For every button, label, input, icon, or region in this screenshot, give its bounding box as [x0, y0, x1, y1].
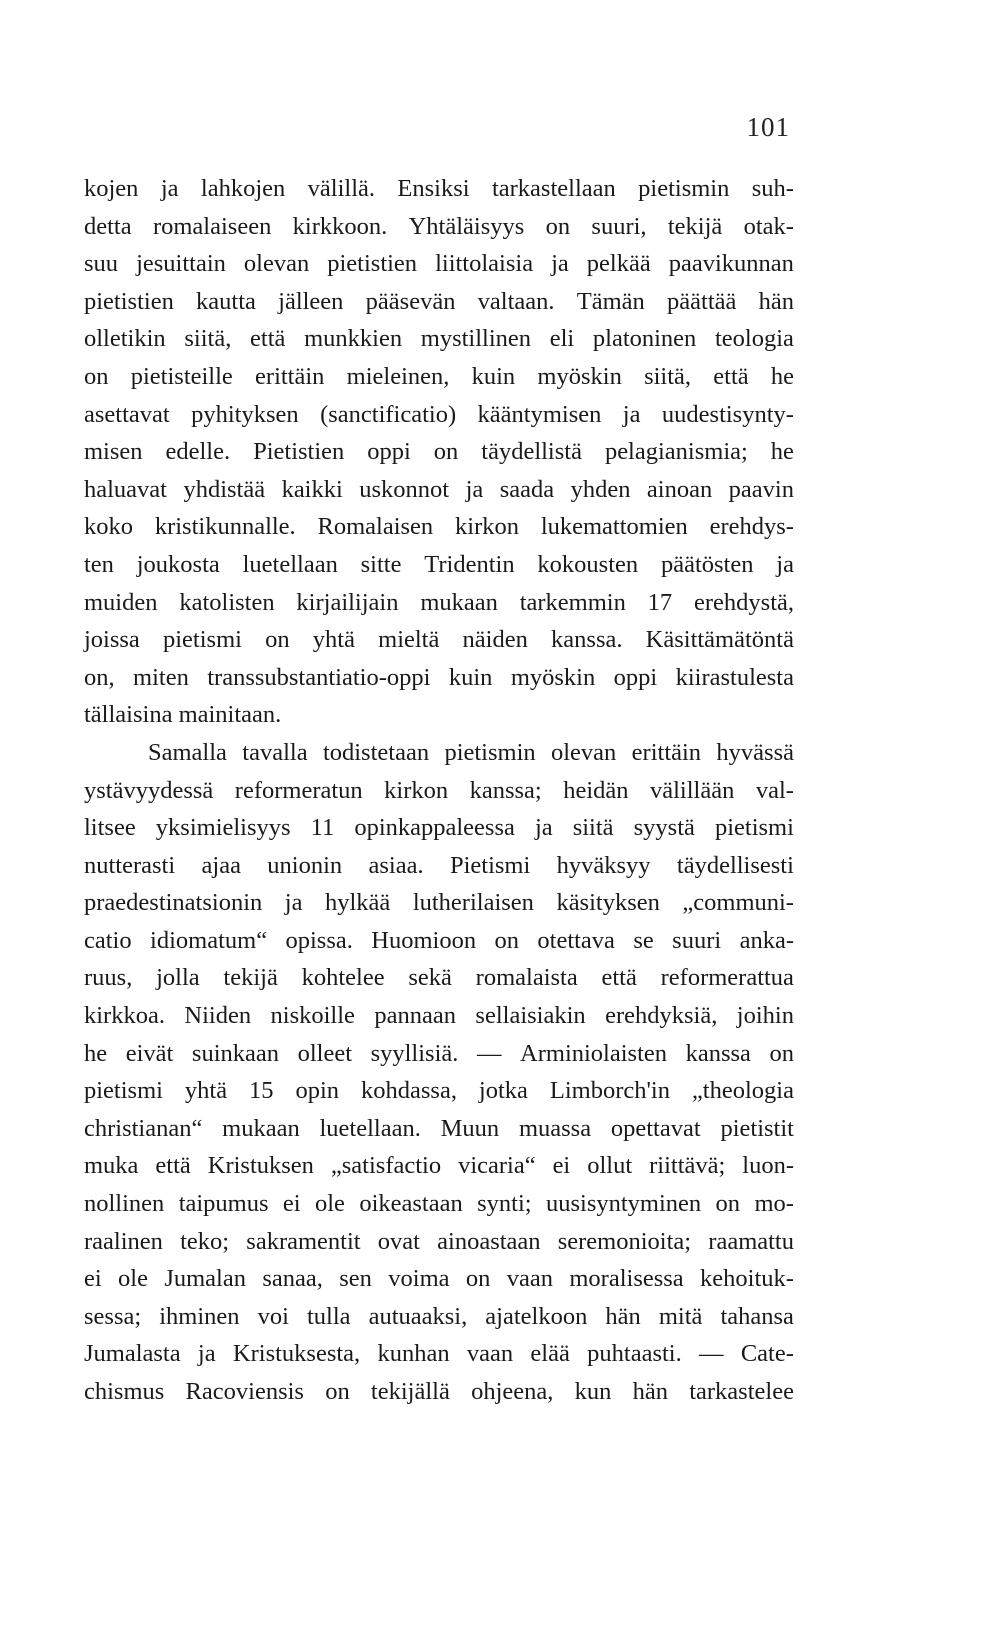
text-line: [84, 959, 794, 997]
word: tarkastellaan: [491, 175, 616, 202]
text-line: [84, 1223, 794, 1261]
text-line: [84, 471, 794, 509]
word: jälleen: [278, 287, 344, 315]
word: ole: [315, 1190, 345, 1218]
word: joukosta: [136, 550, 220, 578]
word: Tridentin: [424, 550, 515, 578]
word: tahansa: [720, 1302, 794, 1330]
word: yhdistää: [183, 475, 266, 503]
word: paavin: [728, 475, 794, 503]
word: Limborch'in: [549, 1077, 670, 1105]
word: myöskin: [537, 362, 622, 390]
word: sessa;: [84, 1302, 142, 1330]
word: siitä,: [644, 362, 692, 390]
word: hyvässä: [716, 738, 794, 766]
word: nollinen: [84, 1190, 165, 1218]
word: mukaan: [222, 1114, 300, 1142]
word: oppi: [367, 438, 411, 466]
word: jesuittain: [136, 250, 226, 278]
word: riittävä;: [649, 1152, 726, 1180]
text-line: [84, 245, 794, 283]
word: „communi-: [682, 889, 794, 917]
text-line-paragraph-end: tällaisina mainitaan.: [84, 701, 282, 729]
word: kuin: [448, 663, 493, 691]
word: christianan“: [84, 1114, 203, 1142]
word: kääntymisen: [477, 400, 602, 428]
word: unionin: [267, 851, 343, 879]
word: tavalla: [242, 738, 308, 766]
word: vaan: [466, 1340, 514, 1368]
word: ja: [197, 1340, 216, 1368]
word: kokousten: [537, 550, 639, 578]
word: pietismi: [84, 1077, 163, 1105]
word: praedestinatsionin: [84, 889, 263, 917]
word: synti;: [477, 1190, 532, 1218]
word: pietistien: [84, 287, 174, 315]
word: ole: [118, 1265, 148, 1293]
word: opettavat: [610, 1114, 701, 1142]
word: kirkkoa.: [84, 1002, 165, 1030]
word: ja: [776, 550, 794, 578]
word: asettavat: [84, 400, 170, 428]
word: että: [713, 362, 749, 390]
word: ja: [551, 250, 569, 278]
text-line: [84, 884, 794, 922]
word: tekijä: [223, 964, 278, 992]
text-line: [84, 208, 794, 246]
word: mieltä: [378, 626, 440, 654]
word: Jumalan: [164, 1265, 246, 1293]
word: kanssa: [685, 1039, 751, 1067]
text-line: [84, 621, 794, 659]
word: Ensiksi: [397, 175, 470, 202]
word: raamattu: [708, 1227, 794, 1255]
word: pietistien: [327, 250, 418, 278]
word: heidän: [563, 776, 629, 804]
word: teko;: [180, 1227, 230, 1255]
text-line: [84, 1373, 794, 1411]
word: opin: [295, 1077, 340, 1105]
word: yhtä: [312, 626, 355, 654]
word: katolisten: [179, 588, 275, 616]
word: Pietismi: [449, 851, 531, 879]
word: pietisteille: [130, 362, 233, 390]
word: olletikin: [84, 325, 166, 353]
text-line: [84, 997, 794, 1035]
text-line: [84, 1072, 794, 1110]
word: erittäin: [631, 738, 702, 766]
word: taipumus: [178, 1190, 269, 1218]
word: on: [715, 1190, 741, 1218]
text-line: [84, 508, 794, 546]
word: tekijällä: [370, 1378, 450, 1405]
word: ajatelkoon: [485, 1302, 588, 1330]
text-line: [84, 283, 794, 321]
word: kirkkoon.: [292, 212, 388, 240]
word: oikeastaan: [359, 1190, 463, 1218]
word: kautta: [196, 287, 256, 315]
word: ja: [284, 889, 303, 917]
word: paavikunnan: [668, 250, 794, 278]
word: täydellistä: [481, 438, 582, 466]
text-line: [84, 659, 794, 697]
word: raalinen: [84, 1227, 163, 1255]
word: uudestisynty-: [661, 400, 794, 428]
word: Kristuksesta,: [232, 1340, 361, 1368]
word: mieleinen,: [346, 362, 450, 390]
word: Käsittämätöntä: [645, 626, 794, 654]
word: ollut: [587, 1152, 633, 1180]
word: muiden: [84, 588, 158, 616]
word: ei: [552, 1152, 571, 1180]
word: ovat: [377, 1227, 420, 1255]
word: hän: [758, 287, 794, 315]
word: myöskin: [510, 663, 596, 691]
word: lukemattomien: [540, 513, 688, 541]
word: niskoille: [270, 1002, 355, 1030]
word: Tämän: [576, 287, 645, 315]
word: ainoastaan: [437, 1227, 541, 1255]
text-line: [84, 1110, 794, 1148]
word: että: [601, 964, 637, 992]
word: Pietistien: [253, 438, 345, 466]
word: siitä,: [184, 325, 232, 353]
word: 17: [647, 588, 673, 616]
word: kojen: [84, 175, 139, 202]
word: valtaan.: [477, 287, 555, 315]
text-line-paragraph-start: [84, 734, 794, 772]
word: hyväksyy: [556, 851, 651, 879]
word: olevan: [551, 738, 617, 766]
word: kun: [574, 1378, 612, 1405]
word: edelle.: [165, 438, 231, 466]
word: on: [494, 926, 519, 954]
word: suuri,: [591, 212, 647, 240]
word: sen: [339, 1265, 372, 1293]
word: ja: [622, 400, 641, 428]
word: ei: [84, 1265, 102, 1293]
word: idiomatum“: [150, 926, 268, 954]
word: reformeratun: [234, 776, 363, 804]
word: vicaria“: [458, 1152, 536, 1180]
word: he: [770, 438, 794, 466]
text-line: [84, 584, 794, 622]
word: kirkon: [384, 776, 449, 804]
body-text: [84, 170, 794, 1411]
word: munkkien: [304, 325, 403, 353]
word: syyllisiä.: [370, 1039, 459, 1067]
word: kanssa.: [551, 626, 623, 654]
word: yhtä: [184, 1077, 228, 1105]
word: litsee: [84, 814, 136, 842]
word: sanaa,: [262, 1265, 323, 1293]
word: käsityksen: [556, 889, 660, 917]
word: 11: [310, 814, 335, 842]
word: mitä: [658, 1302, 703, 1330]
word: sellaisiakin: [475, 1002, 586, 1030]
word: uskonnot: [359, 475, 450, 503]
word: ainoan: [646, 475, 713, 503]
word: kehoituk-: [700, 1265, 794, 1293]
word: on: [769, 1039, 794, 1067]
word: sitte: [360, 550, 402, 578]
word: luetellaan.: [319, 1114, 421, 1142]
text-line: [84, 809, 794, 847]
word: voi: [257, 1302, 289, 1330]
text-line: [84, 358, 794, 396]
text-line: [84, 1185, 794, 1223]
word: moralisessa: [569, 1265, 684, 1293]
word: on: [84, 362, 109, 390]
word: 15: [249, 1077, 274, 1105]
word: suu: [84, 250, 119, 278]
word: hän: [605, 1302, 641, 1330]
word: päätösten: [660, 550, 754, 578]
text-line: [84, 1147, 794, 1185]
word: ei: [282, 1190, 301, 1218]
text-line: [84, 922, 794, 960]
word: uusisyntyminen: [545, 1190, 702, 1218]
word: on: [325, 1378, 350, 1405]
word: opinkappaleessa: [354, 814, 515, 842]
word: erehdystä,: [694, 588, 794, 616]
word: on: [545, 212, 571, 240]
word: suuri: [672, 926, 722, 954]
word: ja: [160, 175, 179, 202]
word: pannaan: [374, 1002, 456, 1030]
word: jolla: [156, 964, 200, 992]
word: nutterasti: [84, 851, 176, 879]
word: jotka: [478, 1077, 528, 1105]
word: kuin: [471, 362, 516, 390]
word: on: [433, 438, 459, 466]
word: ihminen: [159, 1302, 240, 1330]
word: tekijä: [667, 212, 723, 240]
word: mystillinen: [420, 325, 532, 353]
word: on: [265, 626, 290, 654]
word: sakramentit: [246, 1227, 361, 1255]
word: liittolaisia: [435, 250, 534, 278]
word: lahkojen: [200, 175, 286, 202]
word: täydellisesti: [676, 851, 794, 879]
word: kohtelee: [301, 964, 385, 992]
word: pietismi: [714, 814, 794, 842]
word: vaan: [506, 1265, 554, 1293]
word: olevan: [243, 250, 310, 278]
word: muassa: [518, 1114, 592, 1142]
word: val-: [755, 776, 794, 804]
word: näiden: [462, 626, 528, 654]
word: pelkää: [586, 250, 651, 278]
word: kristikunnalle.: [154, 513, 296, 541]
word: Romalaisen: [317, 513, 434, 541]
text-line: [84, 1260, 794, 1298]
word: elää: [530, 1340, 570, 1368]
word: ystävyydessä: [84, 776, 214, 804]
word: ohjeena,: [471, 1378, 554, 1405]
text-line: [84, 772, 794, 810]
word: „theologia: [691, 1077, 794, 1105]
word: Huomioon: [371, 926, 477, 954]
word: todistetaan: [322, 738, 430, 766]
word: eivät: [125, 1039, 174, 1067]
word: hän: [632, 1378, 668, 1405]
word: hylkää: [324, 889, 391, 917]
word: joissa: [84, 626, 140, 654]
word: otak-: [743, 212, 794, 240]
word: romalaista: [475, 964, 578, 992]
word: kiirastulesta: [675, 663, 794, 691]
word: Arminiolaisten: [520, 1039, 668, 1067]
word: kirjailijain: [296, 588, 399, 616]
word: reformerattua: [660, 964, 794, 992]
word: pelagianismia;: [604, 438, 748, 466]
word: opissa.: [285, 926, 353, 954]
word: saada: [499, 475, 555, 503]
word: yhden: [570, 475, 631, 503]
word: erehdyksiä,: [605, 1002, 718, 1030]
word: pääsevän: [365, 287, 456, 315]
word: catio: [84, 926, 132, 954]
word: he: [84, 1039, 108, 1067]
word: ten: [84, 550, 114, 578]
word: voima: [388, 1265, 450, 1293]
word: suh-: [751, 175, 794, 202]
word: teologia: [715, 325, 794, 353]
word: miten: [133, 663, 189, 691]
word: Niiden: [184, 1002, 252, 1030]
word: on: [465, 1265, 491, 1293]
word: ja: [534, 814, 553, 842]
word: olleet: [297, 1039, 352, 1067]
word: puhtaasti.: [587, 1340, 682, 1368]
word: platoninen: [592, 325, 697, 353]
text-line: [84, 847, 794, 885]
word: se: [633, 926, 654, 954]
word: transsubstantiatio-oppi: [207, 663, 431, 691]
word: luetellaan: [242, 550, 338, 578]
word: välillään: [650, 776, 735, 804]
word: seremonioita;: [557, 1227, 692, 1255]
text-line: [84, 1298, 794, 1336]
word: Kristuksen: [207, 1152, 314, 1180]
word: on,: [84, 663, 115, 691]
page-number: 101: [746, 112, 790, 142]
text-line: [84, 396, 794, 434]
word: koko: [84, 513, 133, 541]
word: että: [155, 1152, 191, 1180]
word: muka: [84, 1152, 139, 1180]
word: pyhityksen: [191, 400, 299, 428]
word: „satisfactio: [330, 1152, 442, 1180]
word: kanssa;: [469, 776, 542, 804]
word: suinkaan: [191, 1039, 279, 1067]
word: päättää: [667, 287, 737, 315]
word: Yhtäläisyys: [408, 212, 525, 240]
word: sekä: [408, 964, 452, 992]
word: pietismin: [638, 175, 730, 202]
word: erehdys-: [709, 513, 794, 541]
text-line: [84, 1335, 794, 1373]
word: ruus,: [84, 964, 133, 992]
word: kunhan: [377, 1340, 450, 1368]
word: —: [699, 1340, 724, 1368]
word: Jumalasta: [84, 1340, 181, 1368]
word: autuaaksi,: [368, 1302, 468, 1330]
word: tarkemmin: [519, 588, 626, 616]
word: misen: [84, 438, 143, 466]
word: otettava: [537, 926, 615, 954]
text-line: [84, 546, 794, 584]
word: mukaan: [420, 588, 498, 616]
word: kohdassa,: [361, 1077, 457, 1105]
text-line: [84, 433, 794, 471]
word: chismus: [84, 1378, 165, 1405]
word: pietismin: [444, 738, 536, 766]
text-line: [84, 1035, 794, 1073]
word: romalaiseen: [152, 212, 272, 240]
word: erittäin: [255, 362, 325, 390]
word: —: [476, 1039, 502, 1067]
word: pietismi: [162, 626, 242, 654]
word: lutherilaisen: [412, 889, 534, 917]
word: siitä: [572, 814, 614, 842]
word: ja: [465, 475, 484, 503]
word: luon-: [742, 1152, 794, 1180]
word: kirkon: [455, 513, 519, 541]
word: Racoviensis: [185, 1378, 304, 1405]
word: ajaa: [201, 851, 241, 879]
word: (sanctificatio): [320, 400, 457, 428]
text-line: [84, 320, 794, 358]
word: yksimielisyys: [155, 814, 291, 842]
word: kaikki: [281, 475, 343, 503]
word: oppi: [613, 663, 658, 691]
word: anka-: [739, 926, 794, 954]
word: välillä.: [307, 175, 376, 202]
word: syystä: [633, 814, 695, 842]
word: mo-: [754, 1190, 794, 1218]
word: tulla: [306, 1302, 351, 1330]
word: joihin: [736, 1002, 794, 1030]
word: detta: [84, 212, 132, 240]
word: Muun: [440, 1114, 500, 1142]
word: pietistit: [720, 1114, 794, 1142]
word: asiaa.: [368, 851, 424, 879]
word: Samalla: [148, 738, 227, 766]
word: Cate-: [740, 1340, 794, 1368]
word: tarkastelee: [689, 1378, 794, 1405]
word: he: [770, 362, 794, 390]
word: haluavat: [84, 475, 167, 503]
text-line: [84, 170, 794, 208]
word: eli: [549, 325, 575, 353]
word: että: [250, 325, 286, 353]
